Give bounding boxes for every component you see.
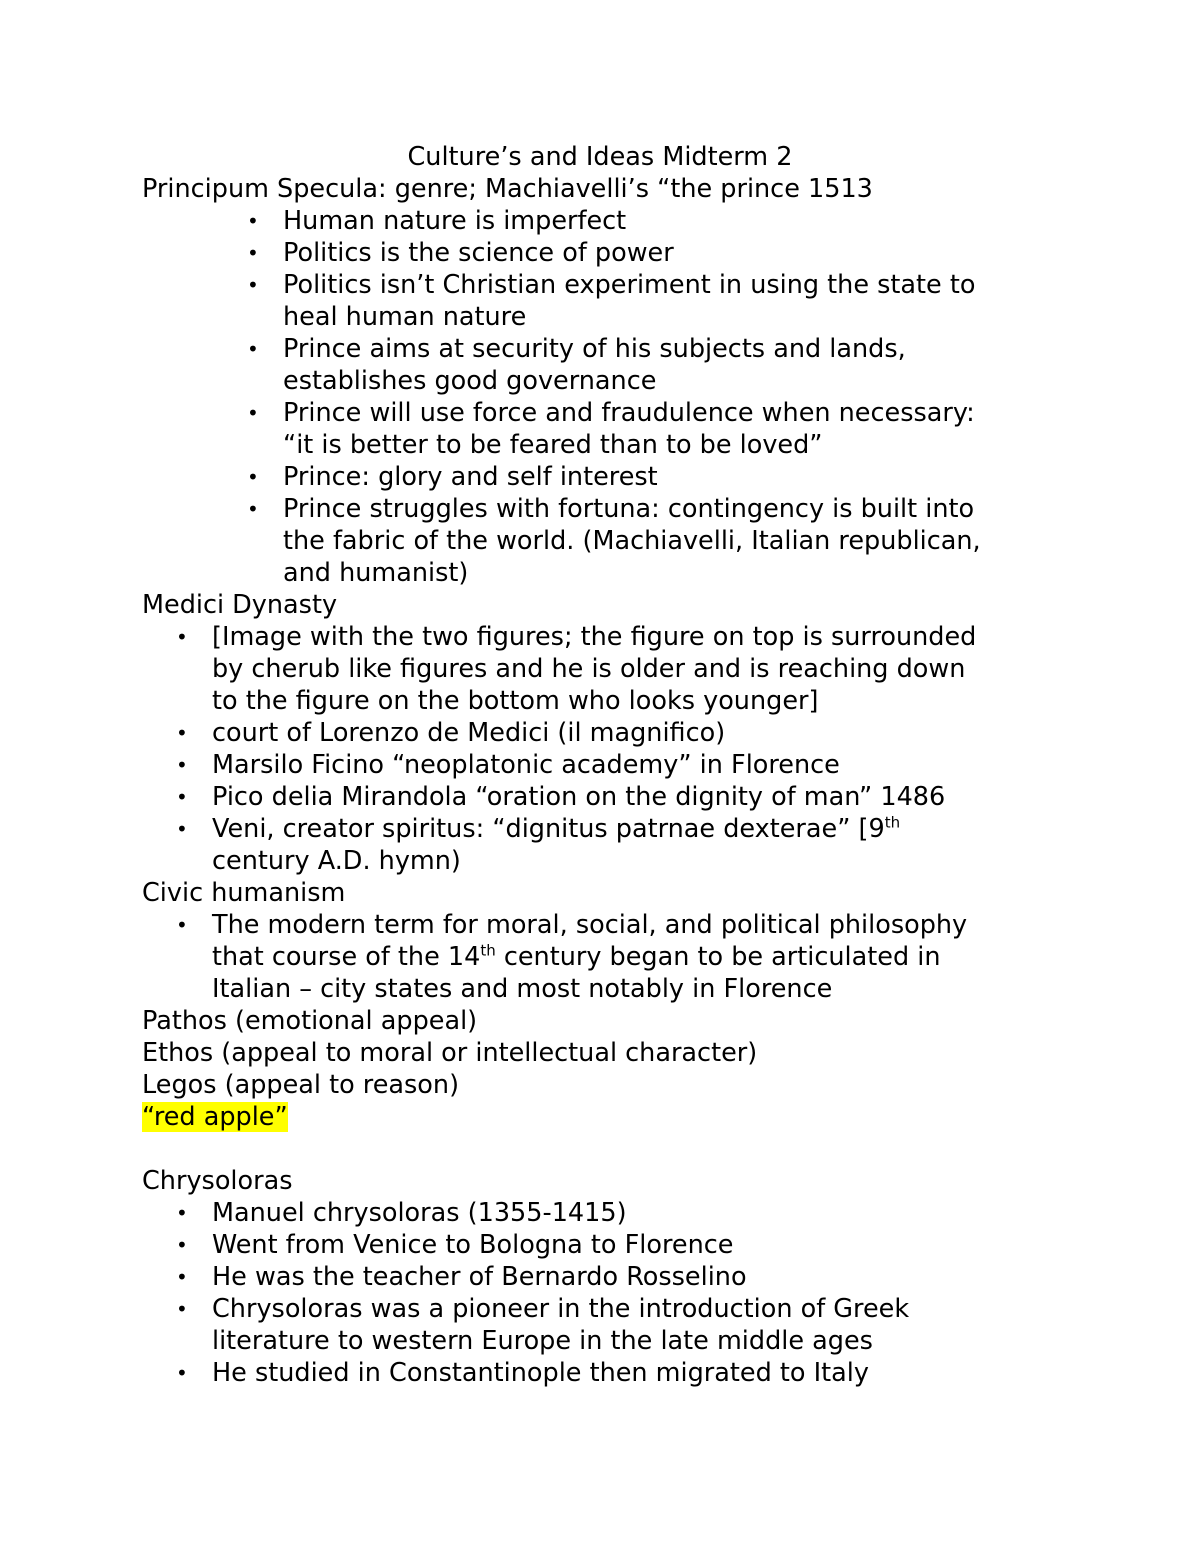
list-item-text: Marsilo Ficino “neoplatonic academy” in Florence bbox=[212, 750, 840, 780]
list-item-line bbox=[283, 269, 975, 301]
section-heading-text: Principum Specula: genre; Machiavelli’s “the prince 1513 bbox=[142, 174, 873, 204]
list-item-text: the fabric of the world. (Machiavelli, Italian republican, bbox=[283, 526, 981, 556]
section-heading bbox=[142, 1037, 1142, 1069]
list-item-text: Italian – city states and most notably in Florence bbox=[212, 974, 833, 1004]
list-item-text: Human nature is imperfect bbox=[283, 206, 627, 236]
section-heading bbox=[142, 589, 1142, 621]
list-item-text: He was the teacher of Bernardo Rosselino bbox=[212, 1262, 747, 1292]
bullet-icon: • bbox=[247, 273, 259, 297]
section-heading bbox=[142, 877, 1142, 909]
list-item-line bbox=[212, 685, 818, 717]
section-heading bbox=[142, 1069, 1142, 1101]
list-item-text: Politics isn’t Christian experiment in using the state to bbox=[283, 270, 976, 300]
section-heading bbox=[142, 1101, 1142, 1133]
list-item-text: to the figure on the bottom who looks younger] bbox=[212, 686, 819, 716]
list-item-text: century began to be articulated in bbox=[495, 942, 941, 972]
section-heading bbox=[142, 1005, 1142, 1037]
list-item-text: literature to western Europe in the late middle ages bbox=[212, 1326, 873, 1356]
section-heading-text: Civic humanism bbox=[142, 878, 346, 908]
list-item-line bbox=[212, 941, 941, 973]
list-item-line bbox=[212, 1357, 869, 1389]
list-item-line bbox=[212, 717, 725, 749]
list-item-line bbox=[283, 397, 975, 429]
list-item-line bbox=[212, 845, 461, 877]
list-item-text: Manuel chrysoloras (1355-1415) bbox=[212, 1198, 627, 1228]
list-item-text: establishes good governance bbox=[283, 366, 657, 396]
list-item-line bbox=[212, 813, 900, 845]
bullet-icon: • bbox=[176, 1265, 188, 1289]
list-item-line bbox=[283, 557, 468, 589]
list-item-text: The modern term for moral, social, and political philosophy bbox=[212, 910, 968, 940]
list-item-text: [Image with the two figures; the figure on top is surrounded bbox=[212, 622, 977, 652]
section-heading-text: Ethos (appeal to moral or intellectual character) bbox=[142, 1038, 758, 1068]
bullet-icon: • bbox=[247, 401, 259, 425]
list-item-line bbox=[212, 781, 945, 813]
bullet-icon: • bbox=[176, 785, 188, 809]
list-item-line bbox=[212, 909, 967, 941]
bullet-icon: • bbox=[176, 753, 188, 777]
list-item-line bbox=[283, 333, 906, 365]
section-heading-text: Pathos (emotional appeal) bbox=[142, 1006, 478, 1036]
list-item-line bbox=[212, 621, 976, 653]
list-item-text: century A.D. hymn) bbox=[212, 846, 461, 876]
document-title: Culture’s and Ideas Midterm 2 bbox=[407, 142, 793, 172]
bullet-icon: • bbox=[247, 241, 259, 265]
list-item-line bbox=[212, 1293, 909, 1325]
list-item-line bbox=[283, 205, 626, 237]
list-item-text: Pico delia Mirandola “oration on the dignity of man” 1486 bbox=[212, 782, 946, 812]
list-item-line bbox=[283, 365, 656, 397]
list-item-line bbox=[212, 749, 840, 781]
list-item-line bbox=[283, 461, 658, 493]
bullet-icon: • bbox=[247, 497, 259, 521]
bullet-icon: • bbox=[176, 1361, 188, 1385]
list-item-line bbox=[283, 237, 674, 269]
section-heading bbox=[142, 1165, 1142, 1197]
section-heading-text: Chrysoloras bbox=[142, 1166, 293, 1196]
list-item-text: heal human nature bbox=[283, 302, 527, 332]
list-item-line bbox=[283, 429, 823, 461]
list-item-line bbox=[212, 653, 965, 685]
superscript: th bbox=[884, 813, 901, 832]
bullet-icon: • bbox=[247, 337, 259, 361]
list-item-line bbox=[212, 1325, 873, 1357]
bullet-icon: • bbox=[176, 913, 188, 937]
section-heading-text: Legos (appeal to reason) bbox=[142, 1070, 460, 1100]
list-item-text: “it is better to be feared than to be loved” bbox=[283, 430, 823, 460]
list-item-text: Went from Venice to Bologna to Florence bbox=[212, 1230, 734, 1260]
list-item-text: court of Lorenzo de Medici (il magnifico) bbox=[212, 718, 726, 748]
list-item-text: Prince will use force and fraudulence when necessary: bbox=[283, 398, 975, 428]
list-item-text: Politics is the science of power bbox=[283, 238, 674, 268]
list-item-line bbox=[212, 1229, 733, 1261]
bullet-icon: • bbox=[176, 1297, 188, 1321]
bullet-icon: • bbox=[176, 817, 188, 841]
section-heading bbox=[142, 173, 1142, 205]
list-item-line bbox=[212, 1261, 747, 1293]
list-item-line bbox=[212, 973, 832, 1005]
list-item-line bbox=[283, 525, 981, 557]
list-item-text: Prince: glory and self interest bbox=[283, 462, 658, 492]
list-item-text: that course of the 14 bbox=[212, 942, 481, 972]
list-item-text: by cherub like figures and he is older and is reaching down bbox=[212, 654, 966, 684]
list-item-text: Prince struggles with fortuna: contingency is built into bbox=[283, 494, 975, 524]
bullet-icon: • bbox=[247, 209, 259, 233]
list-item-text: Veni, creator spiritus: “dignitus patrnae dexterae” [9 bbox=[212, 814, 885, 844]
bullet-icon: • bbox=[247, 465, 259, 489]
bullet-icon: • bbox=[176, 1201, 188, 1225]
list-item-text: He studied in Constantinople then migrated to Italy bbox=[212, 1358, 869, 1388]
bullet-icon: • bbox=[176, 625, 188, 649]
list-item-text: and humanist) bbox=[283, 558, 469, 588]
superscript: th bbox=[480, 941, 496, 960]
list-item-text: Prince aims at security of his subjects and lands, bbox=[283, 334, 906, 364]
section-heading-text: Medici Dynasty bbox=[142, 590, 338, 620]
highlighted-text: “red apple” bbox=[142, 1102, 288, 1132]
list-item-text: Chrysoloras was a pioneer in the introduction of Greek bbox=[212, 1294, 910, 1324]
bullet-icon: • bbox=[176, 1233, 188, 1257]
list-item-line bbox=[283, 301, 526, 333]
list-item-line bbox=[212, 1197, 627, 1229]
list-item-line bbox=[283, 493, 974, 525]
bullet-icon: • bbox=[176, 721, 188, 745]
